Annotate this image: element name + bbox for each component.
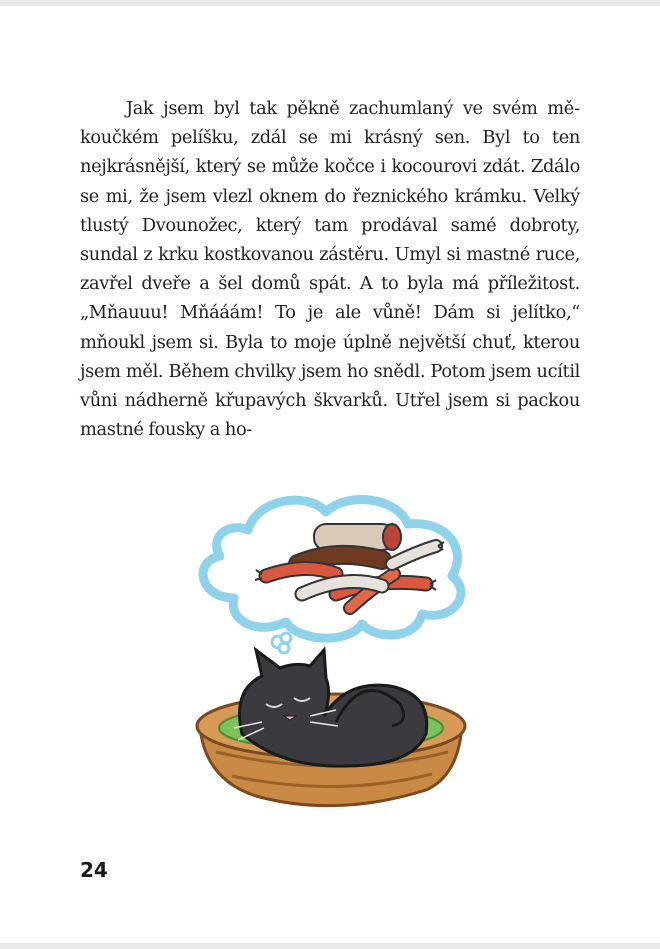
dream-puff: [272, 633, 291, 653]
book-page: [0, 6, 660, 943]
sleeping-cat-icon: [234, 650, 427, 766]
story-paragraph: Jak jsem byl tak pěkně zachumlaný ve svém měkoučkém pelíšku, zdál se mi krásný sen. Byl to ten nejkrásnější, který se může kočce i kocourovi zdát. Zdálo se mi, že jsem vlezl oknem do řeznického krámku. Velký tlustý Dvounožec, který tam prodával samé dobroty, sundal z krku kostkovanou zástěru. Umyl si mastné ruce, zavřel dveře a šel domů spát. A to byla má příležitost. „Mňauuu! Mňááám! To je ale vůně! Dám si jelítko,“ mňoukl jsem si. Byla to moje úplně největší chuť, kterou jsem měl. Během chvilky jsem ho snědl. Potom jsem ucítil vůni nádherně křupavých škvarků. Utřel jsem si packou mastné fousky a ho-: [80, 98, 580, 441]
page-number: 24: [80, 858, 108, 882]
dreaming-cat-illustration: [186, 490, 476, 826]
